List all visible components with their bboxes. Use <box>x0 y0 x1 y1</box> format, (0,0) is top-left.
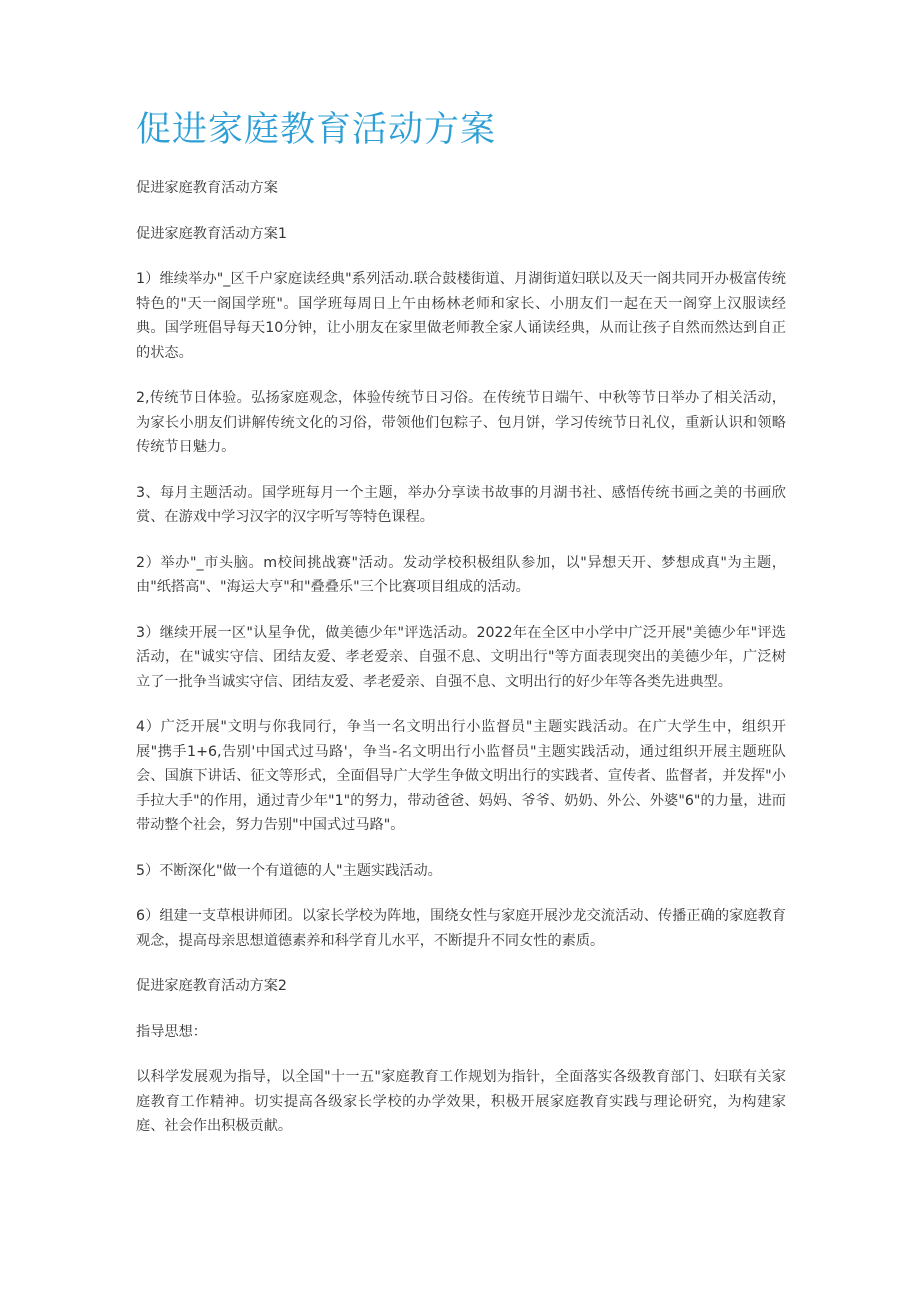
guiding-thought-paragraph: 以科学发展观为指导，以全国"十一五"家庭教育工作规划为指针，全面落实各级教育部门、妇联有关家庭教育工作精神。切实提高各级家长学校的办学效果，积极开展家庭教育实践与理论研究，为构建家庭、社会作出积极贡献。 <box>136 1069 786 1134</box>
paragraph-item-3: 3、每月主题活动。国学班每月一个主题，举办分享读书故事的月湖书社、感悟传统书画之美的书画欣赏、在游戏中学习汉字的汉字听写等特色课程。 <box>136 484 786 525</box>
paragraph-item-6: 4）广泛开展"文明与你我同行，争当一名文明出行小监督员"主题实践活动。在广大学生中，组织开展"携手1+6,告别'中国式过马路'，争当-名文明出行小监督员"主题实践活动，通过组织开展主题班队会、国旗下讲话、征文等形式，全面倡导广大学生争做文明出行的实践者、宣传者、监督者，并发挥"小手拉大手"的作用，通过青少年"1"的努力，带动爸爸、妈妈、爷爷、奶奶、外公、外婆"6"的力量，进而带动整个社会，努力告别"中国式过马路"。 <box>136 719 786 833</box>
section-heading-1: 促进家庭教育活动方案1 <box>136 225 287 242</box>
section-heading-2: 促进家庭教育活动方案2 <box>136 978 287 994</box>
paragraph-item-4: 2）举办"_市头脑。m校间挑战赛"活动。发动学校积极组队参加，以"异想天开、梦想成真"为主题，由"纸搭高"、"海运大亨"和"叠叠乐"三个比赛项目组成的活动。 <box>136 554 786 595</box>
guiding-thought-heading: 指导思想： <box>136 1023 207 1040</box>
paragraph-item-2: 2,传统节日体验。弘扬家庭观念，体验传统节日习俗。在传统节日端午、中秋等节日举办了相关活动，为家长小朋友们讲解传统文化的习俗，带领他们包粽子、包月饼，学习传统节日礼仪，重新认识和领略传统节日魅力。 <box>136 390 786 455</box>
document-body <box>136 176 786 1160</box>
paragraph-item-7: 5）不断深化"做一个有道德的人"主题实践活动。 <box>136 862 442 879</box>
document-title: 促进家庭教育活动方案 <box>136 110 497 150</box>
subtitle-paragraph: 促进家庭教育活动方案 <box>136 180 278 196</box>
paragraph-item-8: 6）组建一支草根讲师团。以家长学校为阵地，围绕女性与家庭开展沙龙交流活动、传播正确的家庭教育观念，提高母亲思想道德素养和科学育儿水平，不断提升不同女性的素质。 <box>136 908 786 949</box>
paragraph-item-5: 3）继续开展一区"认星争优，做美德少年"评选活动。2022年在全区中小学中广泛开展"美德少年"评选活动，在"诚实守信、团结友爱、孝老爱亲、自强不息、文明出行"等方面表现突出的美德少年，广泛树立了一批争当诚实守信、团结友爱、孝老爱亲、自强不息、文明出行的好少年等各类先进典型。 <box>136 624 786 690</box>
paragraph-item-1: 1）维续举办"_区千户家庭读经典"系列活动.联合鼓楼街道、月湖街道妇联以及天一阁共同开办极富传统特色的"天一阁国学班"。国学班每周日上午由杨林老师和家长、小朋友们一起在天一阁穿上汉服读经典。国学班倡导每天10分钟，让小朋友在家里做老师教全家人诵读经典，从而让孩子自然而然达到自正的状态。 <box>136 271 786 361</box>
